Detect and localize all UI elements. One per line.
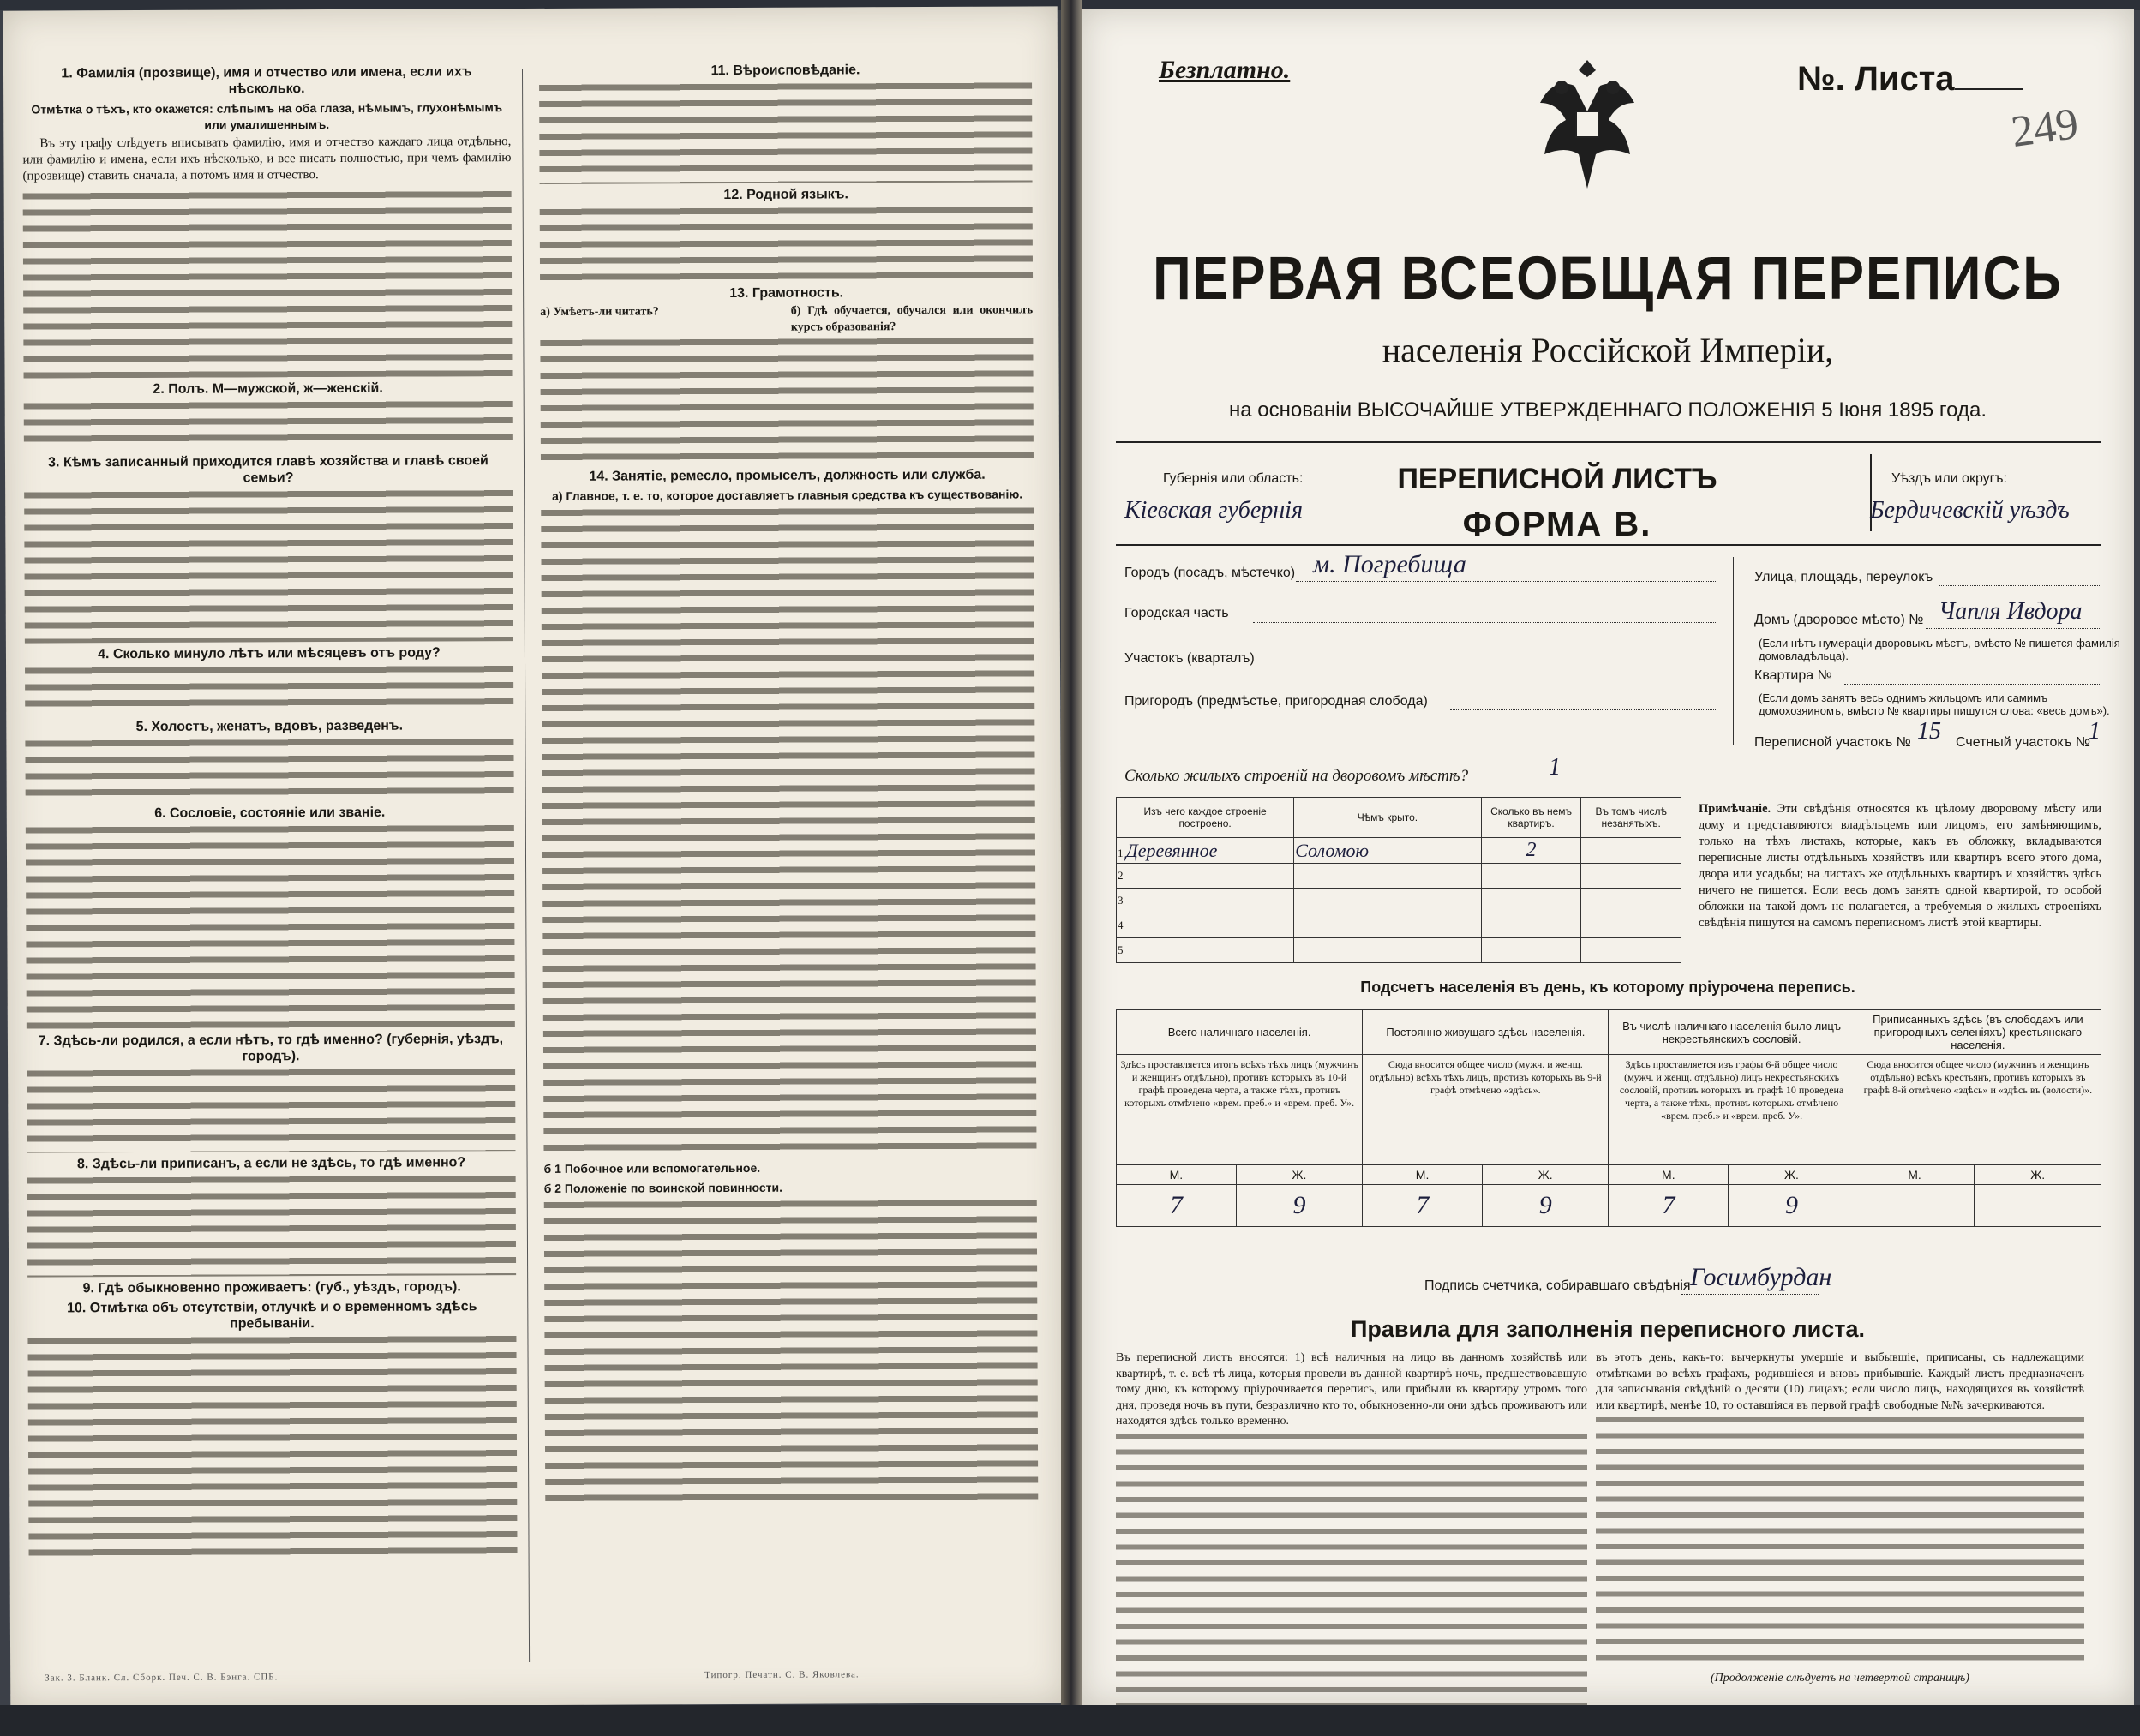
note-text: Эти свѣдѣнія относятся къ цѣлому дворовому мѣсту или дому и представляются владѣльцемъ или лицомъ, его замѣняющимъ, только на тѣхъ листахъ, которые, какъ въ обложку, вкладываются переписные листы отдѣльныхъ хозяйствъ или квартиръ всего этого дома, двора или усадьбы; на листахъ же отдѣльныхъ квартиръ и хозяйствъ здѣсь ничего не пишется. Если весь домъ занятъ одной квартирой, то особой обложки на такой домъ не полагается, а требуемыя о жилыхъ строеніяхъ свѣдѣнія пишутся на самомъ переписномъ листѣ этой квартиры.: [1699, 802, 2101, 930]
free-label: Безплатно.: [1159, 56, 1291, 84]
signature-label: Подпись счетчика, собиравшаго свѣдѣнія: [1424, 1278, 1691, 1293]
province-label: Губернія или область:: [1163, 471, 1304, 486]
population-value: 7: [1117, 1185, 1237, 1227]
double-headed-eagle-icon: [1523, 51, 1651, 197]
buildings-table-header: [1117, 798, 1681, 838]
population-value: 7: [1363, 1185, 1483, 1227]
female-header: Ж.: [1236, 1165, 1363, 1185]
signature-value: Госимбурдан: [1690, 1263, 1832, 1291]
text-block: [27, 1172, 517, 1277]
section-5-heading: 5. Холостъ, женатъ, вдовъ, разведенъ.: [135, 718, 404, 735]
population-value: [1855, 1185, 1975, 1227]
instructions-column-2: [539, 57, 1038, 1506]
table-cell: 2: [1481, 838, 1581, 864]
table-cell: [1294, 864, 1482, 889]
population-group-registered: Приписанныхъ здѣсь (въ слободахъ или пригородныхъ селеніяхъ) крестьянскаго населенія.: [1855, 1010, 2101, 1055]
male-header: М.: [1855, 1165, 1975, 1185]
buildings-header-material: Изъ чего каждое строеніе построено.: [1117, 798, 1294, 838]
text-block: [27, 1065, 515, 1152]
section-13-heading: 13. Грамотность.: [729, 285, 844, 301]
column-divider: [522, 69, 530, 1662]
rules-text-1: Въ переписной листъ вносятся: 1) всѣ наличныя на лицо въ данномъ хозяйствѣ или квартирѣ, т. е. всѣ тѣ лица, которыя провели въ данной квартирѣ ночь, предшествовавшую тому дню, къ которому пріурочивается перепись, или прибыли въ квартиру утромъ того дня, проведя ночь въ пути, безразлично кто то, обыкновенно-ли они здѣсь проживаютъ или находятся здѣсь только временно.: [1116, 1351, 1587, 1428]
buildings-header-apartments: Сколько въ немъ квартиръ.: [1481, 798, 1581, 838]
table-cell: [1117, 838, 1294, 864]
population-group-row: [1117, 1010, 2101, 1055]
district-value: Бердичевскій уѣздъ: [1870, 497, 2070, 524]
instructions-column-1: [22, 60, 518, 1557]
text-block: [24, 487, 513, 643]
precinct-label: Участокъ (кварталъ): [1124, 651, 1255, 666]
section-13-subheads: [540, 302, 1033, 337]
table-row: [1117, 938, 1681, 963]
city-value: м. Погребища: [1313, 550, 1466, 578]
subtitle: населенія Россійской Имперіи,: [1382, 331, 1834, 369]
province-value: Кіевская губернія: [1124, 497, 1303, 524]
signature-field-line: [1681, 1294, 1819, 1295]
population-group-present: Всего наличнаго населенія.: [1117, 1010, 1363, 1055]
section-4-heading: 4. Сколько минуло лѣтъ или мѣсяцевъ отъ роду?: [98, 645, 441, 662]
text-block: [24, 398, 513, 451]
divider: [1116, 544, 2101, 546]
house-value: Чапля Ивдора: [1939, 598, 2083, 625]
sheet-number: [1797, 60, 2023, 99]
buildings-header-roof: Чѣмъ крыто.: [1294, 798, 1482, 838]
sheet-number-label: №. Листа: [1797, 60, 1955, 98]
text-block: [23, 188, 513, 378]
male-header: М.: [1363, 1165, 1483, 1185]
table-row: [1117, 889, 1681, 913]
section-2-heading: 2. Полъ. М—мужской, ж—женскій.: [153, 380, 383, 397]
section-14-heading: 14. Занятіе, ремесло, промыселъ, должность или служба.: [589, 467, 986, 484]
divider: [1733, 557, 1734, 745]
section-14b2-heading: б 2 Положеніе по воинской повинности.: [543, 1180, 783, 1195]
scan-background-bottom: [0, 1705, 2140, 1736]
section-11-heading: 11. Вѣроисповѣданіе.: [710, 63, 860, 79]
buildings-value: 1: [1549, 754, 1561, 781]
count-section-value: 1: [2089, 718, 2101, 745]
table-cell: [1294, 913, 1482, 938]
house-note: (Если нѣтъ нумераціи дворовыхъ мѣстъ, вмѣсто № пишется фамилія домовладѣльца).: [1759, 637, 2120, 662]
table-cell: [1481, 864, 1581, 889]
divider: [1116, 441, 2101, 443]
section-8-heading: 8. Здѣсь-ли приписанъ, а если не здѣсь, то гдѣ именно?: [76, 1155, 466, 1172]
table-cell: Соломою: [1294, 838, 1482, 864]
text-block: [544, 1196, 1039, 1507]
note-title: Примѣчаніе.: [1699, 802, 1771, 816]
table-cell: [1581, 938, 1681, 963]
population-desc-registered: Сюда вносится общее число (мужчинъ и женщинъ отдѣльно) всѣхъ крестьянъ, противъ которыхъ въ графѣ 8-й отмѣчено «здѣсь» и «здѣсь въ (волости)».: [1855, 1055, 2101, 1165]
apartment-label: Квартира №: [1754, 668, 1832, 683]
male-header: М.: [1609, 1165, 1729, 1185]
female-header: Ж.: [1975, 1165, 2101, 1185]
population-value: 9: [1482, 1185, 1609, 1227]
population-title: Подсчетъ населенія въ день, къ которому пріурочена перепись.: [1360, 979, 1855, 996]
population-group-nonpeasant: Въ числѣ наличнаго населенія было лицъ некрестьянскихъ сословій.: [1609, 1010, 1855, 1055]
table-cell: [1294, 889, 1482, 913]
rules-column-1: [1116, 1350, 1587, 1705]
row-number: 1: [1118, 846, 1124, 859]
city-part-field-line: [1253, 622, 1716, 623]
population-table: [1116, 1009, 2101, 1227]
suburb-field-line: [1450, 709, 1716, 710]
population-desc-permanent: Сюда вносится общее число (мужч. и женщ. отдѣльно) всѣхъ тѣхъ лицъ, противъ которыхъ въ 9-й графѣ отмѣчено «здѣсь».: [1363, 1055, 1609, 1165]
census-section-label: Переписной участокъ №: [1754, 735, 1911, 750]
buildings-table: [1116, 797, 1681, 963]
buildings-note: [1699, 801, 2101, 931]
table-row: [1117, 913, 1681, 938]
street-label: Улица, площадь, переулокъ: [1754, 570, 1933, 584]
rules-continued: (Продолженіе слѣдуетъ на четвертой страницѣ): [1711, 1672, 1969, 1685]
table-cell: 3: [1117, 889, 1294, 913]
text-block: [25, 735, 513, 802]
count-section-label: Счетный участокъ №: [1956, 735, 2091, 750]
suburb-label: Пригородъ (предмѣстье, пригородная слобода): [1124, 694, 1428, 709]
rules-text-2: въ этотъ день, какъ-то: вычеркнуты умершіе и выбывшіе, приписаны, съ надлежащими отмѣтками во всѣхъ графахъ, родившіеся и вновь прибывшіе. Каждый листъ предназначенъ для записыванія свѣдѣній о десяти (10) лицахъ; если число лицъ, находящихся въ хозяйствѣ или квартирѣ, менѣе 10, то оставшіяся въ первой графѣ свободные №№ зачеркиваются.: [1596, 1351, 2084, 1412]
section-10-heading: 10. Отмѣтка объ отсутствіи, отлучкѣ и о временномъ здѣсь пребываніи.: [67, 1299, 477, 1332]
printer-footer-right: Типогр. Печатн. С. В. Яковлева.: [704, 1669, 860, 1681]
text-block: [541, 504, 1036, 1158]
district-label: Уѣздъ или округъ:: [1891, 471, 2007, 486]
street-field-line: [1939, 585, 2101, 586]
table-cell: 4: [1117, 913, 1294, 938]
section-6-heading: 6. Сословіе, состояніе или званіе.: [154, 805, 386, 821]
handwritten-value: Деревянное: [1125, 839, 1218, 861]
table-cell: [1581, 864, 1681, 889]
printer-footer-left: Зак. 3. Бланк. Сл. Сборк. Печ. С. В. Бэнга. СПБ.: [45, 1672, 279, 1684]
population-sex-row: [1117, 1165, 2101, 1185]
city-part-label: Городская часть: [1124, 606, 1229, 620]
population-desc-nonpeasant: Здѣсь проставляется изъ графы 6-й общее число (мужч. и женщ. отдѣльно) лицъ некрестьянскихъ сословій, противъ которыхъ въ графѣ 10 проведена черта, а также тѣхъ, противъ которыхъ отмѣчено «врем. преб.» и «врем. преб. У».: [1609, 1055, 1855, 1165]
table-cell: 5: [1117, 938, 1294, 963]
population-description-row: [1117, 1055, 2101, 1165]
text-block: [1116, 1430, 1587, 1706]
population-values-row: [1117, 1185, 2101, 1227]
city-field-line: [1296, 581, 1716, 582]
text-block: [1596, 1414, 2084, 1671]
table-cell: [1581, 838, 1681, 864]
table-cell: [1294, 938, 1482, 963]
section-13a-heading: а) Умѣетъ-ли читать?: [540, 305, 659, 319]
buildings-label: Сколько жилыхъ строеній на дворовомъ мѣстѣ?: [1124, 767, 1469, 785]
table-row: [1117, 838, 1681, 864]
form-title: ФОРМА В.: [1462, 506, 1652, 543]
table-cell: 2: [1117, 864, 1294, 889]
house-field-line: [1926, 628, 2101, 629]
text-block: [540, 203, 1033, 283]
table-cell: [1481, 938, 1581, 963]
text-block: [539, 79, 1033, 184]
table-cell: [1481, 889, 1581, 913]
section-13b-heading: б) Гдѣ обучается, обучался или окончилъ курсъ образованія?: [790, 303, 1034, 334]
population-value: [1975, 1185, 2101, 1227]
text-block: [25, 662, 513, 715]
text-block: [27, 1332, 517, 1557]
section-3-heading: 3. Кѣмъ записанный приходится главѣ хозяйства и главѣ своей семьи?: [48, 453, 489, 486]
buildings-header-vacant: Въ томъ числѣ незанятыхъ.: [1581, 798, 1681, 838]
section-9-heading: 9. Гдѣ обыкновенно проживаетъ: (губ., уѣздъ, городъ).: [82, 1279, 461, 1296]
section-1-heading: 1. Фамилія (прозвище), имя и отчество или имена, если ихъ нѣсколько.: [61, 64, 472, 97]
population-value: 9: [1729, 1185, 1855, 1227]
rules-column-2: [1596, 1350, 2084, 1687]
archive-stamp-number: 249: [2008, 99, 2082, 158]
table-row: [1117, 864, 1681, 889]
table-cell: [1581, 913, 1681, 938]
female-header: Ж.: [1482, 1165, 1609, 1185]
right-page: [1082, 9, 2134, 1705]
sheet-number-field: [1955, 88, 2023, 90]
section-14b1-heading: б 1 Побочное или вспомогательное.: [543, 1160, 761, 1176]
legal-basis: на основаніи ВЫСОЧАЙШЕ УТВЕРЖДЕННАГО ПОЛОЖЕНІЯ 5 Іюня 1895 года.: [1228, 398, 1987, 422]
text-block: [540, 334, 1034, 465]
book-spine: [1061, 0, 1082, 1714]
rules-title: Правила для заполненія переписного листа.: [1350, 1316, 1866, 1342]
main-title: ПЕРВАЯ ВСЕОБЩАЯ ПЕРЕПИСЬ: [1153, 244, 2063, 314]
population-value: 7: [1609, 1185, 1729, 1227]
left-page: [3, 6, 1065, 1707]
female-header: Ж.: [1729, 1165, 1855, 1185]
city-label: Городъ (посадъ, мѣстечко): [1124, 566, 1296, 580]
table-cell: [1581, 889, 1681, 913]
section-7-heading: 7. Здѣсь-ли родился, а если нѣтъ, то гдѣ именно? (губернія, уѣздъ, городъ).: [38, 1032, 504, 1064]
census-sheet-title: ПЕРЕПИСНОЙ ЛИСТЪ: [1397, 463, 1717, 495]
male-header: М.: [1117, 1165, 1237, 1185]
section-1-text: Въ эту графу слѣдуетъ вписывать фамилію, имя и отчество каждаго лица отдѣльно, или фамилію и имена, если ихъ нѣсколько, и все писать полностью, при чемъ фамилію (прозвище) ставить сначала, а потомъ имя и отчество.: [22, 135, 512, 183]
table-cell: [1481, 913, 1581, 938]
apartment-field-line: [1844, 684, 2101, 685]
text-block: [26, 822, 515, 1029]
census-section-value: 15: [1917, 718, 1941, 745]
population-desc-present: Здѣсь проставляется итогъ всѣхъ тѣхъ лицъ (мужчинъ и женщинъ отдѣльно), противъ которыхъ въ 10-й графѣ проведена черта, а также тѣхъ, противъ которыхъ отмѣчено «врем. преб.» и «врем. преб. У».: [1117, 1055, 1363, 1165]
section-12-heading: 12. Родной языкъ.: [723, 187, 848, 203]
section-1-subheading: Отмѣтка о тѣхъ, кто окажется: слѣпымъ на оба глаза, нѣмымъ, глухонѣмымъ или умалишеннымъ.: [31, 100, 503, 132]
population-group-permanent: Постоянно живущаго здѣсь населенія.: [1363, 1010, 1609, 1055]
house-label: Домъ (дворовое мѣсто) №: [1754, 613, 1924, 627]
apartment-note: (Если домъ занятъ весь однимъ жильцомъ или самимъ домохозяиномъ, вмѣсто № квартиры пишутся слова: «весь домъ»).: [1759, 691, 2110, 717]
population-value: 9: [1236, 1185, 1363, 1227]
section-14a-heading: а) Главное, т. е. то, которое доставляетъ главныя средства къ существованію.: [552, 487, 1023, 503]
